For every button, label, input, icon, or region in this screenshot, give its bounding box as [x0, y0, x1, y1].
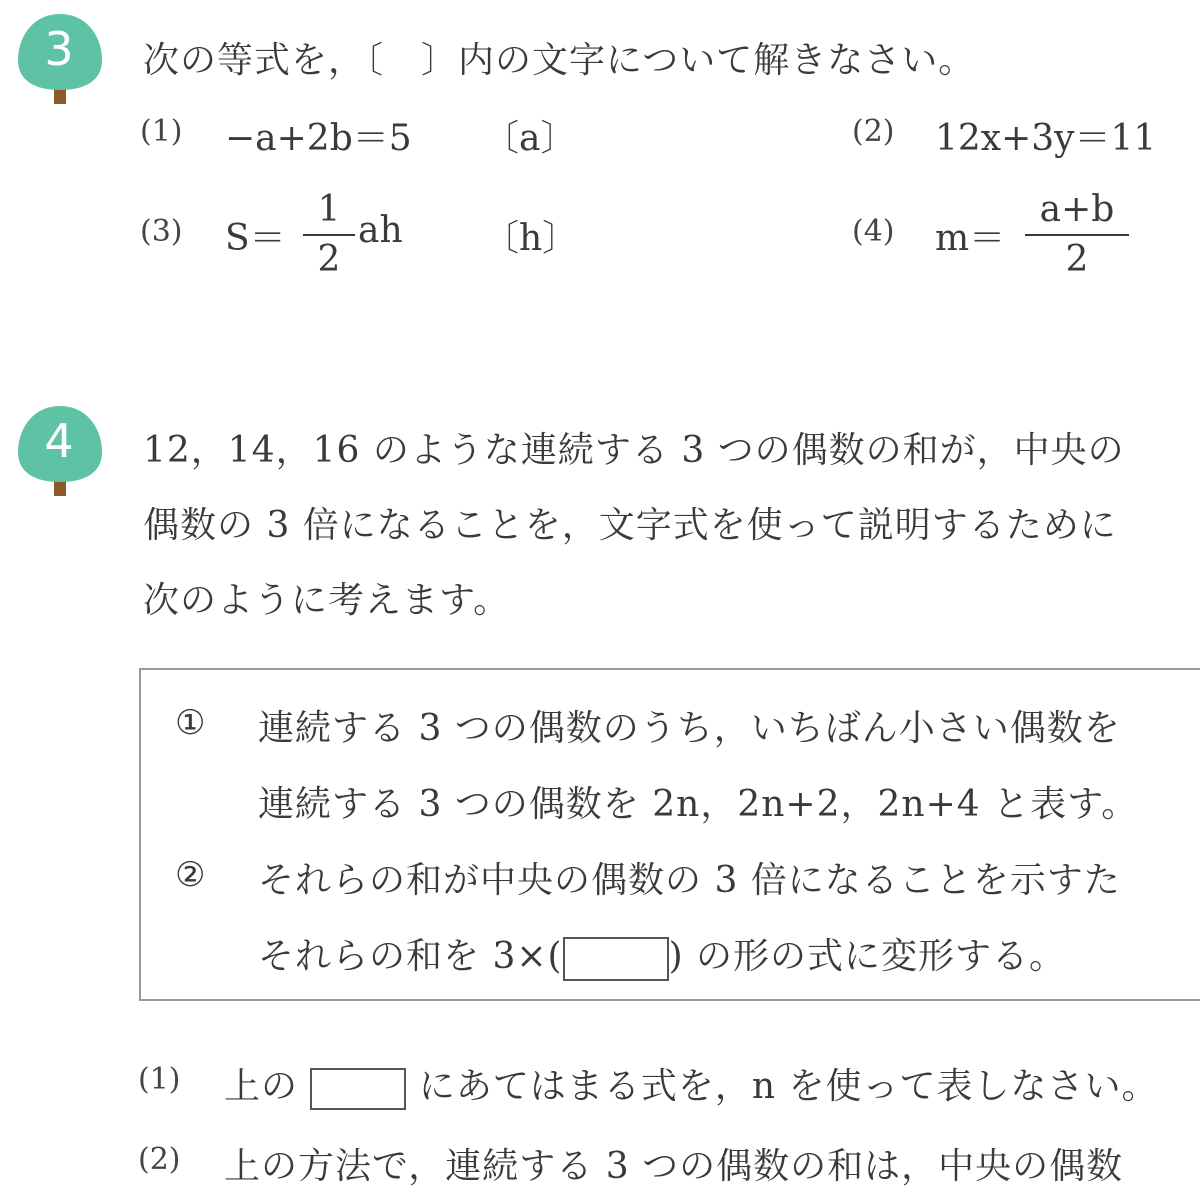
tree-badge-icon — [14, 10, 106, 106]
fraction-bar — [1025, 234, 1129, 236]
problem-4-line-2: 偶数の 3 倍になることを，文字式を使って説明するために — [143, 505, 1117, 546]
sub-1-label: (1) — [138, 1062, 181, 1097]
tree-badge-icon — [14, 402, 106, 498]
p3-1-variable: 〔a〕 — [483, 118, 577, 159]
step-2-line-2-before: それらの和を 3×( — [258, 936, 563, 977]
p3-4-label: (4) — [852, 214, 895, 249]
problem-4-line-3: 次のように考えます。 — [143, 580, 511, 621]
p3-3-lhs: S＝ — [225, 218, 286, 259]
p3-1-equation: −a+2b＝5 — [225, 118, 412, 159]
fraction-numerator: a+b — [1039, 189, 1115, 230]
fraction-denominator: 2 — [1065, 239, 1089, 280]
step-2-line-2-after: ) の形の式に変形する。 — [668, 936, 1067, 977]
p3-4-lhs: m＝ — [935, 218, 1006, 259]
problem-number: 3 — [44, 22, 74, 76]
step-1-line-2: 連続する 3 つの偶数を 2n，2n+2，2n+4 と表す。 — [258, 784, 1139, 825]
fraction-bar — [303, 234, 355, 236]
fraction-denominator: 2 — [317, 239, 341, 280]
p3-1-label: (1) — [140, 114, 183, 149]
sub-2-text: 上の方法で，連続する 3 つの偶数の和は，中央の偶数 — [224, 1146, 1124, 1187]
problem-4-line-1: 12，14，16 のような連続する 3 つの偶数の和が，中央の — [143, 430, 1125, 471]
p3-4-fraction — [1025, 188, 1129, 282]
p3-2-equation: 12x+3y＝11 — [935, 118, 1157, 159]
step-2-line-1: それらの和が中央の偶数の 3 倍になることを示すた — [258, 860, 1121, 901]
p3-3-fraction — [303, 188, 355, 282]
sub-2-label: (2) — [138, 1142, 181, 1177]
step-1-line-1: 連続する 3 つの偶数のうち，いちばん小さい偶数を — [258, 708, 1121, 749]
p3-2-label: (2) — [852, 114, 895, 149]
sub-1-after: にあてはまる式を，n を使って表しなさい。 — [418, 1066, 1159, 1107]
p3-3-variable: 〔h〕 — [483, 218, 579, 259]
problem-3-prompt: 次の等式を，〔 〕内の文字について解きなさい。 — [143, 40, 976, 81]
p3-3-label: (3) — [140, 214, 183, 249]
answer-blank — [563, 937, 669, 981]
fraction-numerator: 1 — [317, 189, 341, 230]
answer-blank — [310, 1068, 406, 1110]
problem-number: 4 — [44, 414, 74, 468]
p3-3-rhs: ah — [358, 210, 403, 251]
sub-1-before: 上の — [224, 1066, 299, 1107]
sub-1-text — [224, 1058, 1159, 1110]
step-2-mark: ② — [175, 855, 206, 895]
step-2-line-2 — [258, 928, 1066, 981]
step-1-mark: ① — [175, 703, 206, 743]
